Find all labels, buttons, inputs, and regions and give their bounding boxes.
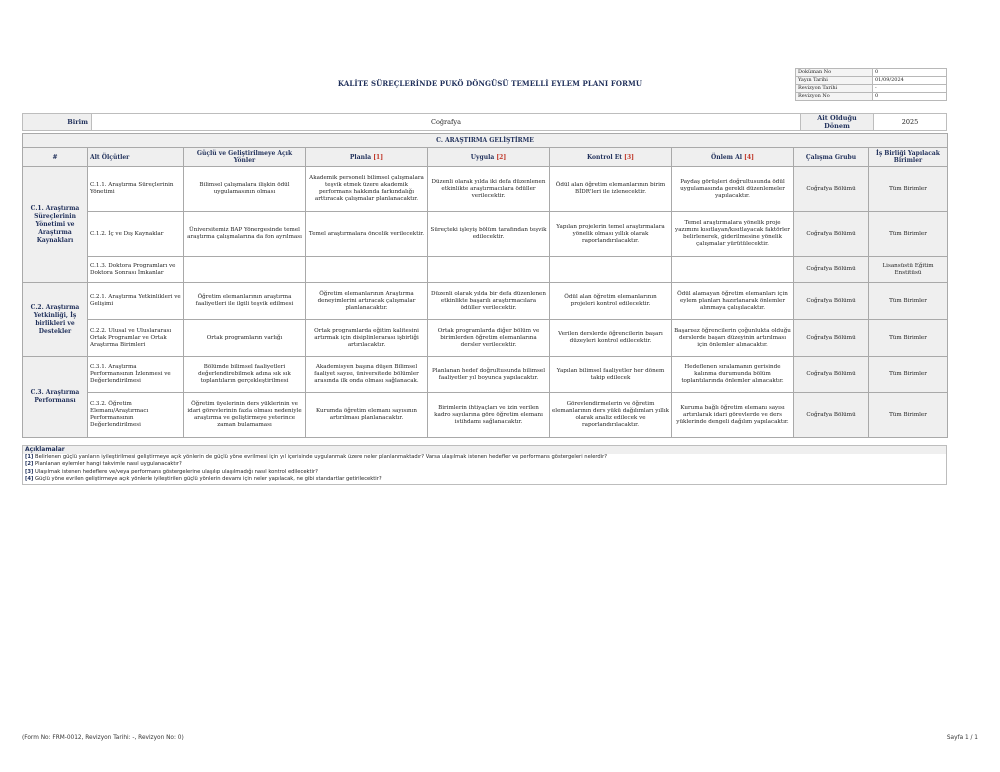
cell-onlem: Ödül alamayan öğretim elemanları için eylem planları hazırlanarak önlemler alınmaya çalışılacaktır. [672,283,794,320]
cell-planla: Öğretim elemanlarının Araştırma deneyimlerini artıracak çalışmalar planlanacaktır. [306,283,428,320]
header-kontrol-label: Kontrol Et [586,153,623,161]
cell-isbirligi: Tüm Birimler [869,320,948,357]
cell-onlem: Kuruma bağlı öğretim elemanı sayısı artırılarak idari görevlerde ve ders yüklerinde dengeli dağılım yapılacaktır. [672,393,794,438]
group-title: C.2. Araştırma Yetkinliği, İş birlikleri ve Destekler [23,283,88,357]
cell-alt: C.2.1. Araştırma Yetkinlikleri ve Gelişimi [88,283,184,320]
cell-kontrol: Verilen derslerde öğrencilerin başarı düzeyleri kontrol edilecektir. [550,320,672,357]
table-row [23,257,948,283]
note-ref: [2] [25,461,34,468]
header-uygula [428,148,550,167]
cell-onlem: Temel araştırmalara yönelik proje yazımını kısıtlayan/kısıtlayacak faktörler belirlenerek, giderilmesine yönelik çalışmalar yürütülecektir. [672,212,794,257]
cell-grup: Coğrafya Bölümü [794,167,869,212]
header-planla [306,148,428,167]
period-label: Ait Olduğu Dönem [801,114,874,131]
footer-page-number: Sayfa 1 / 1 [946,735,978,741]
cell-planla: Temel araştırmalara öncelik verilecektir. [306,212,428,257]
table-row [23,167,948,212]
group-title: C.1. Araştırma Süreçlerinin Yönetimi ve Araştırma Kaynakları [23,167,88,283]
meta-row [796,77,947,85]
meta-value: 0 [873,93,947,101]
period-value: 2025 [874,114,947,131]
note-item [23,469,946,477]
note-text: Güçlü yöne evrilen geliştirmeye açık yönlerle iyileştirilen güçlü yönlerin devamı için neler yapılacak, ne gibi standartlar getirilecektir? [35,476,382,483]
cell-isbirligi: Tüm Birimler [869,212,948,257]
unit-label: Birim [23,114,92,131]
cell-guclu: Bilimsel çalışmalara ilişkin ödül uygulamasının olması [184,167,306,212]
form-title: KALİTE SÜREÇLERİNDE PUKÖ DÖNGÜSÜ TEMELLİ EYLEM PLANI FORMU [337,79,643,88]
table-row [23,357,948,393]
cell-isbirligi: Tüm Birimler [869,357,948,393]
header-onlem [672,148,794,167]
group-title: C.3. Araştırma Performansı [23,357,88,438]
cell-grup: Coğrafya Bölümü [794,320,869,357]
cell-alt: C.1.2. İç ve Dış Kaynaklar [88,212,184,257]
meta-value: - [873,85,947,93]
cell-planla [306,257,428,283]
meta-label: Revizyon Tarihi [796,85,873,93]
table-row [23,212,948,257]
cell-isbirligi: Tüm Birimler [869,283,948,320]
cell-uygula: Süreçteki işleyiş bölüm tarafından teşvik edilecektir. [428,212,550,257]
cell-kontrol: Yapılan bilimsel faaliyetler her dönem takip edilecek [550,357,672,393]
cell-alt: C.1.1. Araştırma Süreçlerinin Yönetimi [88,167,184,212]
note-text: Belirlenen güçlü yanların iyileştirilmesi geliştirmeye açık yönlerin de güçlü yöne evrilmesi için yıl içerisinde uygulanmak üzere neler planlanmaktadır? Varsa ulaşılmak istenen hedefler ve performans göstergeleri nelerdir? [35,453,608,460]
cell-uygula: Ortak programlarda diğer bölüm ve birimlerden öğretim elemanlarına dersler verilecektir. [428,320,550,357]
cell-isbirligi: Tüm Birimler [869,393,948,438]
meta-label: Revizyon No [796,93,873,101]
note-ref: [4] [25,476,34,483]
cell-alt: C.3.1. Araştırma Performansının İzlenmesi ve Değerlendirilmesi [88,357,184,393]
cell-alt: C.2.2. Ulusal ve Uluslararası Ortak Programlar ve Ortak Araştırma Birimleri [88,320,184,357]
footer-form-info: (Form No: FRM-0012, Revizyon Tarihi: -, Revizyon No: 0) [22,735,184,741]
table-row [23,393,948,438]
header-calisma-grubu: Çalışma Grubu [794,148,869,167]
cell-planla: Akademik personeli bilimsel çalışmalara teşvik etmek üzere akademik performans hakkında farkındalığı arttıracak çalışmalar planlanacaktır. [306,167,428,212]
header-guclu-yonler: Güçlü ve Geliştirilmeye Açık Yönler [184,148,306,167]
cell-onlem [672,257,794,283]
cell-kontrol [550,257,672,283]
meta-row [796,69,947,77]
cell-guclu: Öğretim elemanlarının araştırma faaliyetleri ile ilgili teşvik edilmesi [184,283,306,320]
cell-guclu: Ortak programların varlığı [184,320,306,357]
cell-onlem: Hedeflenen sıralamanın gerisinde kalınma durumunda bölüm toplantılarında önlemler alınacaktır. [672,357,794,393]
cell-uygula: Düzenli olarak yılda bir defa düzenlenen etkinlikte başarılı araştırmacılara ödüller verilecektir. [428,283,550,320]
header-planla-ref: [1] [373,153,384,161]
header-isbirligi: İş Birliği Yapılacak Birimler [869,148,948,167]
document-meta-table [795,68,947,101]
meta-label: Doküman No [796,69,873,77]
notes-box [22,445,947,485]
unit-value: Coğrafya [92,114,801,131]
cell-grup: Coğrafya Bölümü [794,257,869,283]
cell-guclu [184,257,306,283]
header-onlem-label: Önlem Al [710,153,743,161]
note-ref: [1] [25,453,34,460]
header-onlem-ref: [4] [744,153,754,161]
note-ref: [3] [25,468,34,475]
header-uygula-ref: [2] [496,153,507,161]
cell-grup: Coğrafya Bölümü [794,212,869,257]
note-text: Ulaşılmak istenen hedeflere ve/veya performans göstergelerine ulaşılıp ulaşılmadığı nasıl kontrol edilecektir? [35,468,318,475]
cell-uygula: Planlanan hedef doğrultusunda bilimsel faaliyetler yıl boyunca yapılacaktır. [428,357,550,393]
meta-value: 0 [873,69,947,77]
meta-value: 01/09/2024 [873,77,947,85]
cell-guclu: Üniversitemiz BAP Yönergesinde temel araştırma çalışmalarına da fon ayrılması [184,212,306,257]
cell-onlem: Paydaş görüşleri doğrultusunda ödül uygulamasında gerekli düzenlemeler yapılacaktır. [672,167,794,212]
cell-isbirligi: Tüm Birimler [869,167,948,212]
cell-kontrol: Ödül alan öğretim elemanlarının projeleri kontrol edilecektir. [550,283,672,320]
section-title: C. ARAŞTIRMA GELİŞTİRME [23,134,948,148]
note-item [23,461,946,469]
cell-uygula: Birimlerin ihtiyaçları ve izin verilen kadro sayılarına göre öğretim elemanı istihdamı sağlanacaktır. [428,393,550,438]
header-planla-label: Planla [349,153,372,161]
meta-row [796,85,947,93]
table-row [23,320,948,357]
action-plan-table [22,133,948,438]
cell-guclu: Öğretim üyelerinin ders yüklerinin ve idari görevlerinin fazla olması nedeniyle araştırma ve geliştirmeye yeterince zaman bulamaması [184,393,306,438]
cell-guclu: Bölümde bilimsel faaliyetleri değerlendirebilmek adına sık sık toplantıların gerçekleştirilmesi [184,357,306,393]
header-num: # [23,148,88,167]
cell-uygula [428,257,550,283]
header-alt-olcutler: Alt Ölçütler [88,148,184,167]
table-row [23,283,948,320]
cell-grup: Coğrafya Bölümü [794,283,869,320]
cell-alt: C.1.3. Doktora Programları ve Doktora Sonrası İmkanlar [88,257,184,283]
cell-uygula: Düzenli olarak yılda iki defa düzenlenen etkinlikte araştırmacılara ödüller verilecektir. [428,167,550,212]
meta-label: Yayın Tarihi [796,77,873,85]
cell-grup: Coğrafya Bölümü [794,393,869,438]
cell-planla: Ortak programlarda eğitim kalitesini artırmak için disiplinlerarası işbirliği artırılacaktır. [306,320,428,357]
header-kontrol-ref: [3] [624,153,635,161]
cell-kontrol: Ödül alan öğretim elemanlarının birim BİDR'leri ile izlenecektir. [550,167,672,212]
cell-isbirligi: Lisansüstü Eğitim Enstitüsü [869,257,948,283]
note-text: Planlanan eylemler hangi takvimle nasıl uygulanacaktır? [35,461,182,468]
header-kontrol [550,148,672,167]
cell-alt: C.3.2. Öğretim Elemanı/Araştırmacı Performansının Değerlendirilmesi [88,393,184,438]
cell-onlem: Başarısız öğrencilerin çoğunlukta olduğu derslerde başarı düzeyinin artırılması için önlemler alınacaktır. [672,320,794,357]
note-item [23,476,946,484]
note-item [23,454,946,462]
unit-row [22,113,947,131]
cell-kontrol: Yapılan projelerin temel araştırmalara yönelik olması yıllık olarak raporlandırılacaktır. [550,212,672,257]
cell-kontrol: Görevlendirmelerin ve öğretim elemanlarının ders yükü dağılımları yıllık olarak analiz edilecek ve raporlandırılacaktır. [550,393,672,438]
cell-grup: Coğrafya Bölümü [794,357,869,393]
header-uygula-label: Uygula [470,153,495,161]
meta-row [796,93,947,101]
notes-title: Açıklamalar [23,446,946,454]
cell-planla: Akademisyen başına düşen Bilimsel faaliyet sayısı, üniversitede bölümler arasında ilk onda olması sağlanacak. [306,357,428,393]
cell-planla: Kurumda öğretim elemanı sayısının artırılması planlanacaktır. [306,393,428,438]
